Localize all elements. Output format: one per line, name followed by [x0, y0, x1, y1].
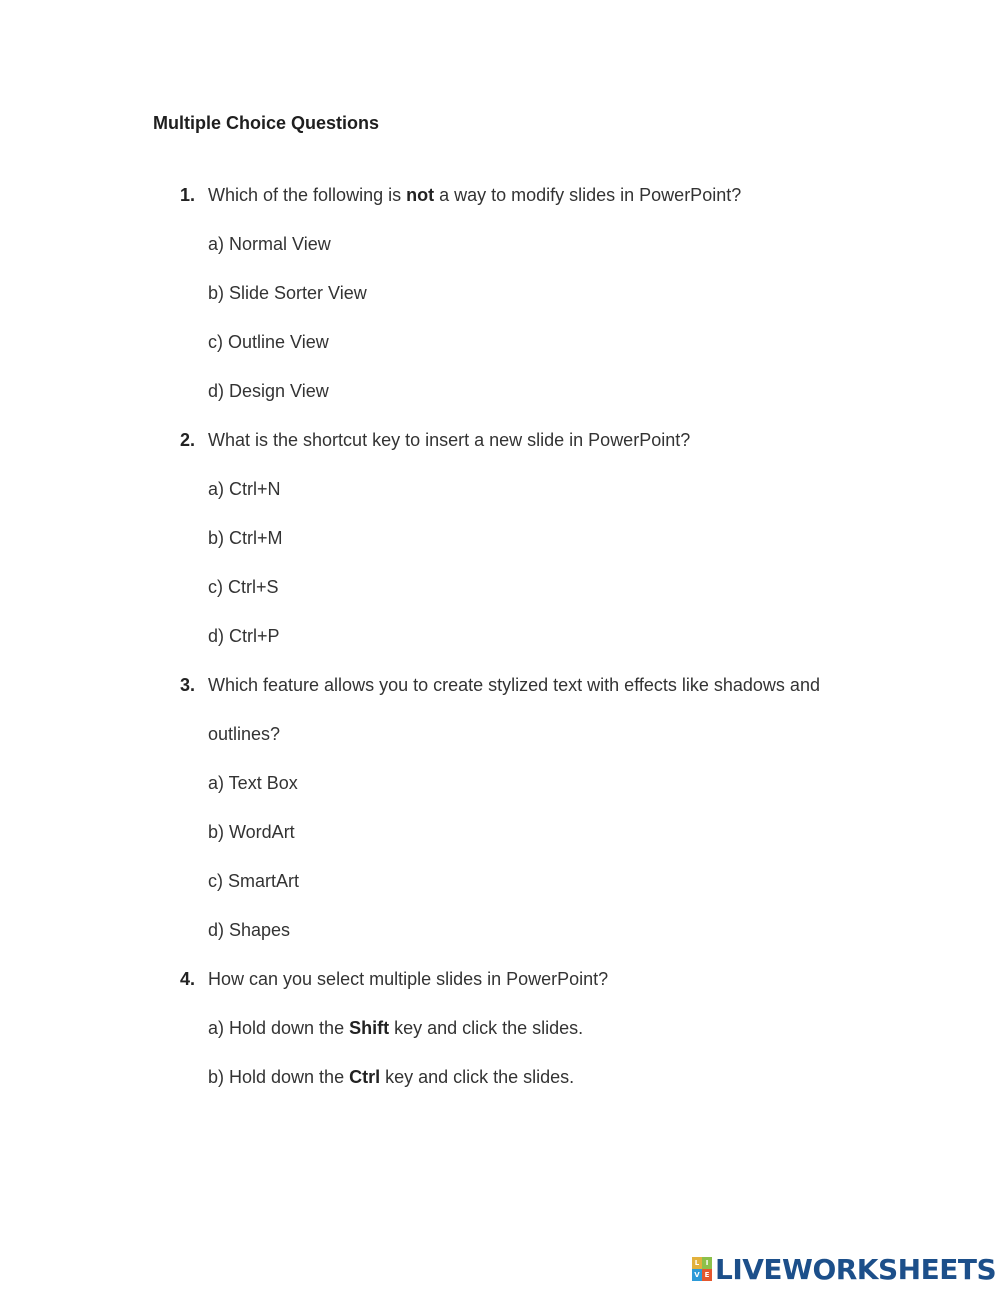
logo-mark-letter-e: E: [702, 1269, 712, 1281]
question-1-text-bold: not: [406, 185, 435, 205]
logo-mark-letter-v: V: [692, 1269, 702, 1281]
question-3-option-b[interactable]: b) WordArt: [208, 822, 295, 842]
question-3-text-line2: outlines?: [208, 724, 281, 744]
question-3-option-c[interactable]: c) SmartArt: [208, 871, 300, 891]
question-1-option-c[interactable]: c) Outline View: [208, 332, 329, 352]
question-1-option-b[interactable]: b) Slide Sorter View: [208, 283, 367, 303]
logo-mark-icon: [692, 1257, 712, 1281]
question-4-option-a-before: a) Hold down the: [208, 1018, 350, 1038]
question-1-text-after: a way to modify slides in PowerPoint?: [434, 185, 742, 205]
liveworksheets-logo: [692, 1254, 996, 1284]
question-2-option-a[interactable]: a) Ctrl+N: [208, 479, 281, 499]
question-1-option-a[interactable]: a) Normal View: [208, 234, 331, 254]
question-1-number: 1.: [180, 185, 196, 205]
question-4-option-b-after: key and click the slides.: [380, 1067, 575, 1087]
question-4-option-a-after: key and click the slides.: [389, 1018, 584, 1038]
question-2-option-d[interactable]: d) Ctrl+P: [208, 626, 280, 646]
question-3-option-d[interactable]: d) Shapes: [208, 920, 291, 940]
question-1-text-before: Which of the following is: [208, 185, 407, 205]
question-4-option-b-bold: Ctrl: [349, 1067, 381, 1087]
logo-mark-letter-l: L: [692, 1257, 702, 1269]
question-4-option-b-before: b) Hold down the: [208, 1067, 350, 1087]
question-4-number: 4.: [180, 969, 196, 989]
question-2-text: What is the shortcut key to insert a new slide in PowerPoint?: [208, 430, 691, 450]
question-4-option-a[interactable]: [208, 1017, 583, 1039]
question-4-text: How can you select multiple slides in PowerPoint?: [208, 969, 609, 989]
logo-wordmark: LIVEWORKSHEETS: [715, 1252, 997, 1286]
question-3-number: 3.: [180, 675, 196, 695]
question-4-option-b[interactable]: [208, 1066, 574, 1088]
logo-mark-letter-i: I: [702, 1257, 712, 1269]
question-2-option-b[interactable]: b) Ctrl+M: [208, 528, 283, 548]
question-3-option-a[interactable]: a) Text Box: [208, 773, 298, 793]
question-3-text-line1: Which feature allows you to create stylized text with effects like shadows and: [208, 675, 820, 695]
question-1-text: [208, 184, 741, 206]
question-4-option-a-bold: Shift: [349, 1018, 390, 1038]
page-title: Multiple Choice Questions: [153, 113, 380, 133]
question-2-option-c[interactable]: c) Ctrl+S: [208, 577, 279, 597]
question-1-option-d[interactable]: d) Design View: [208, 381, 329, 401]
question-2-number: 2.: [180, 430, 196, 450]
